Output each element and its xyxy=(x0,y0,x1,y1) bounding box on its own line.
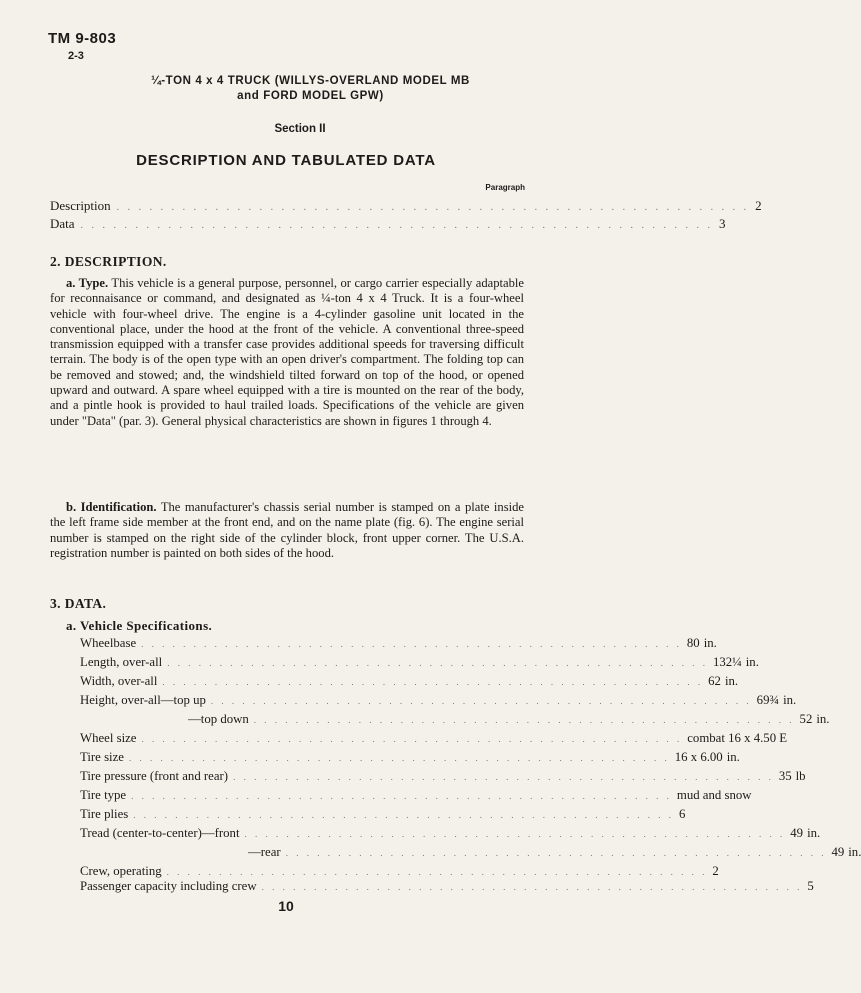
spec-row-height-top-down xyxy=(80,712,830,731)
spec-value: 69¾ xyxy=(756,693,780,707)
spec-row-wheel-size xyxy=(80,731,788,750)
spec-label: Crew, operating xyxy=(80,864,162,878)
spec-value: 80 xyxy=(686,636,700,650)
spec-value: 52 xyxy=(799,712,813,726)
paragraph-column-label: Paragraph xyxy=(485,183,525,192)
tm-number: TM 9-803 xyxy=(48,30,117,47)
spec-value: 35 xyxy=(778,769,792,783)
leader-dots: . . . . . . . . . . . . . . . . . . . . . . . . . . . . . . . . . . . . . . . . . . . . . . . . . . . . xyxy=(261,882,803,892)
description-heading: 2. DESCRIPTION. xyxy=(50,254,167,269)
spec-unit: in. xyxy=(848,845,861,859)
document-title-line1: ¼-TON 4 x 4 TRUCK (WILLYS-OVERLAND MODEL MB xyxy=(151,75,470,87)
spec-label: Length, over-all xyxy=(80,655,163,669)
spec-value: 5 xyxy=(807,879,814,893)
leader-dots: . . . . . . . . . . . . . . . . . . . . . . . . . . . . . . . . . . . . . . . . . . . . . . . . . . . . xyxy=(244,829,786,839)
leader-dots: . . . . . . . . . . . . . . . . . . . . . . . . . . . . . . . . . . . . . . . . . . . . . . . . . . . . xyxy=(162,677,704,687)
leader-dots: . . . . . . . . . . . . . . . . . . . . . . . . . . . . . . . . . . . . . . . . . . . . . . . . . . . . xyxy=(166,867,708,877)
spec-row-length xyxy=(80,655,759,674)
type-lead: a. Type. xyxy=(66,276,109,290)
spec-value: 132¼ xyxy=(712,655,742,669)
toc-paragraph-number: 2 xyxy=(755,198,762,213)
type-paragraph xyxy=(50,276,524,429)
spec-value: mud and snow xyxy=(676,788,752,802)
spec-label: Wheelbase xyxy=(80,636,137,650)
toc-paragraph-number: 3 xyxy=(719,216,726,231)
leader-dots: . . . . . . . . . . . . . . . . . . . . . . . . . . . . . . . . . . . . . . . . . . . . . . . . . . . . xyxy=(253,715,795,725)
type-text: This vehicle is a general purpose, personnel, or cargo carrier especially adaptable for reconnaisance or command, and designated as ¼-ton 4 x 4 Truck. It is a four-wheel vehicle with four-wheel drive. The engine is a 4-cylinder gasoline unit located in the conventional place, under the hood at the front of the vehicle. A conventional three-speed transmission equipped with a transfer case provides additional speeds for traversing difficult terrain. The body is of the open type with an open driver's compartment. The folding top can be removed and stowed; and, the windshield tilted forward on top of the hood, or opened upward and outward. A spare wheel equipped with a tire is mounted on the rear of the body, and a pintle hook is provided to haul trailed loads. Specifications of the vehicle are given under "Data" (par. 3). General physical characteristics are shown in figures 1 through 4. xyxy=(50,276,525,428)
spec-label: Width, over-all xyxy=(80,674,158,688)
data-heading: 3. DATA. xyxy=(50,596,107,611)
spec-unit: in. xyxy=(783,693,797,707)
leader-dots: . . . . . . . . . . . . . . . . . . . . . . . . . . . . . . . . . . . . . . . . . . . . . . . . . . . . xyxy=(285,848,827,858)
spec-unit: in. xyxy=(724,674,739,688)
spec-row-wheelbase xyxy=(80,636,717,655)
spec-row-tire-size xyxy=(80,750,740,769)
spec-label: Tire plies xyxy=(80,807,129,821)
leader-dots: . . . . . . . . . . . . . . . . . . . . . . . . . . . . . . . . . . . . . . . . . . . . . . . . . . . . xyxy=(141,639,682,649)
leader-dots: . . . . . . . . . . . . . . . . . . . . . . . . . . . . . . . . . . . . . . . . . . . . . . . . . . . . . . . . . . xyxy=(80,220,714,231)
spec-row-tread-front xyxy=(80,826,821,845)
spec-row-tire-type xyxy=(80,788,752,807)
spec-value: 16 x 6.00 xyxy=(674,750,723,764)
spec-label: Wheel size xyxy=(80,731,137,745)
page-title: DESCRIPTION AND TABULATED DATA xyxy=(136,152,436,169)
vehicle-specifications-heading: a. Vehicle Specifications. xyxy=(66,618,213,633)
toc-label: Description xyxy=(50,198,111,213)
spec-unit: in. xyxy=(726,750,740,764)
spec-value: 49 xyxy=(790,826,804,840)
spec-unit: in. xyxy=(807,826,821,840)
spec-label: Height, over-all—top up xyxy=(80,693,206,707)
paragraph-range: 2-3 xyxy=(68,50,84,62)
spec-value: 49 xyxy=(831,845,845,859)
spec-value: 6 xyxy=(678,807,686,821)
spec-value: 62 xyxy=(708,674,721,688)
spec-label: Passenger capacity including crew xyxy=(80,879,257,893)
document-title-line2: and FORD MODEL GPW) xyxy=(237,90,384,102)
spec-row-tire-plies xyxy=(80,807,686,826)
spec-unit: in. xyxy=(703,636,717,650)
spec-label: —top down xyxy=(188,712,249,726)
spec-label: Tire type xyxy=(80,788,127,802)
toc-entry-data xyxy=(50,216,726,234)
spec-row-tread-rear xyxy=(80,845,861,864)
spec-label: Tread (center-to-center)—front xyxy=(80,826,240,840)
spec-row-width xyxy=(80,674,739,693)
page-number: 10 xyxy=(278,898,294,914)
spec-unit: in. xyxy=(745,655,759,669)
leader-dots: . . . . . . . . . . . . . . . . . . . . . . . . . . . . . . . . . . . . . . . . . . . . . . . . . . . . xyxy=(131,791,672,801)
leader-dots: . . . . . . . . . . . . . . . . . . . . . . . . . . . . . . . . . . . . . . . . . . . . . . . . . . . . xyxy=(233,772,774,782)
spec-row-tire-pressure xyxy=(80,769,806,788)
identification-paragraph xyxy=(50,500,524,561)
identification-text: The manufacturer's chassis serial number is stamped on a plate inside the left frame side member at the front end, and on the name plate (fig. 6). The engine serial number is stamped on the right side of the cylinder block, front upper corner. The U.S.A. registration number is painted on both sides of the hood. xyxy=(50,500,525,560)
identification-lead: b. Identification. xyxy=(66,500,157,514)
leader-dots: . . . . . . . . . . . . . . . . . . . . . . . . . . . . . . . . . . . . . . . . . . . . . . . . . . . . . . . . . . xyxy=(116,202,750,213)
section-label: Section II xyxy=(274,123,326,135)
spec-value: 2 xyxy=(712,864,719,878)
spec-row-passenger-capacity xyxy=(80,879,814,898)
leader-dots: . . . . . . . . . . . . . . . . . . . . . . . . . . . . . . . . . . . . . . . . . . . . . . . . . . . . xyxy=(141,734,683,744)
leader-dots: . . . . . . . . . . . . . . . . . . . . . . . . . . . . . . . . . . . . . . . . . . . . . . . . . . . . xyxy=(128,753,670,763)
spec-unit: lb xyxy=(795,769,806,783)
toc-entry-description xyxy=(50,198,762,216)
spec-label: Tire pressure (front and rear) xyxy=(80,769,229,783)
spec-row-height-top-up xyxy=(80,693,797,712)
spec-value: combat 16 x 4.50 E xyxy=(687,731,788,745)
spec-label: —rear xyxy=(248,845,281,859)
spec-label: Tire size xyxy=(80,750,124,764)
leader-dots: . . . . . . . . . . . . . . . . . . . . . . . . . . . . . . . . . . . . . . . . . . . . . . . . . . . . xyxy=(133,810,674,820)
toc-label: Data xyxy=(50,216,75,231)
leader-dots: . . . . . . . . . . . . . . . . . . . . . . . . . . . . . . . . . . . . . . . . . . . . . . . . . . . . xyxy=(167,658,708,668)
leader-dots: . . . . . . . . . . . . . . . . . . . . . . . . . . . . . . . . . . . . . . . . . . . . . . . . . . . . xyxy=(210,696,752,706)
spec-unit: in. xyxy=(816,712,830,726)
